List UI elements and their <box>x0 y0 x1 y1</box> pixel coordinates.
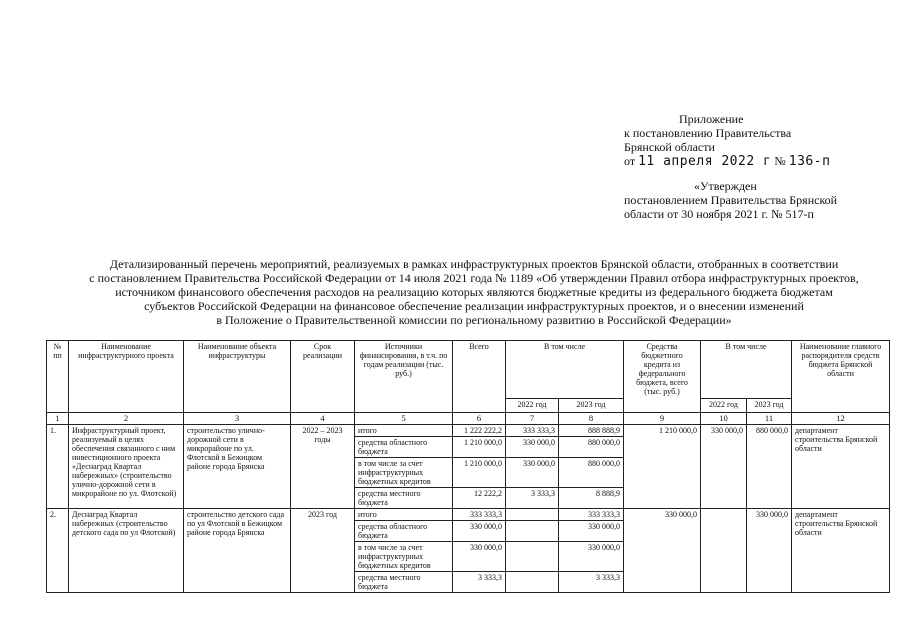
index-cell: 7 <box>506 413 559 425</box>
header-incl2: В том числе <box>701 341 792 399</box>
row-project: Инфраструктурный проект, реализуемый в целях обеспечения связанного с ним инвестиционного проекта «Деснаград Квартал набережных» (строительство улично-дорожной сети в микрорайоне по ул. Флотской) <box>69 425 184 509</box>
row-term: 2022 – 2023 годы <box>291 425 355 509</box>
row-2022 <box>506 572 559 593</box>
table-row <box>47 509 890 521</box>
row-fed-total: 330 000,0 <box>624 509 701 593</box>
approved-line1: «Утвержден <box>694 179 757 193</box>
row-source: средства местного бюджета <box>355 488 453 509</box>
row-2023: 330 000,0 <box>559 542 624 572</box>
appendix-number: 136-п <box>788 154 831 169</box>
row-num: 2. <box>47 509 69 593</box>
row-num: 1. <box>47 425 69 509</box>
row-manager: департамент строительства Брянской области <box>792 425 890 509</box>
row-source: в том числе за счет инфраструктурных бюджетных кредитов <box>355 542 453 572</box>
approved-line2: постановлением Правительства Брянской <box>624 193 838 207</box>
row-2022: 3 333,3 <box>506 488 559 509</box>
row-2023: 888 888,9 <box>559 425 624 437</box>
header-project: Наименование инфраструктурного проекта <box>69 341 184 413</box>
row-fed-2022 <box>701 509 747 593</box>
row-term: 2023 год <box>291 509 355 593</box>
appendix-date-prefix: от <box>624 154 636 168</box>
row-total: 1 210 000,0 <box>453 437 506 458</box>
row-total: 333 333,3 <box>453 509 506 521</box>
header-2023: 2023 год <box>559 399 624 413</box>
row-2023: 3 333,3 <box>559 572 624 593</box>
row-total: 1 222 222,2 <box>453 425 506 437</box>
row-total: 1 210 000,0 <box>453 458 506 488</box>
row-source: средства областного бюджета <box>355 437 453 458</box>
appendix-line1: Приложение <box>679 112 744 126</box>
index-cell: 12 <box>792 413 890 425</box>
header-object: Наименование объекта инфраструктуры <box>184 341 291 413</box>
index-row <box>47 413 890 425</box>
row-manager: департамент строительства Брянской области <box>792 509 890 593</box>
index-cell: 5 <box>355 413 453 425</box>
appendix-line3: Брянской области <box>624 140 715 154</box>
row-source: средства местного бюджета <box>355 572 453 593</box>
title-line4: субъектов Российской Федерации на финансовое обеспечение реализации инфраструктурных проектов, и о внесении изменений <box>144 299 804 313</box>
title-line2: с постановлением Правительства Российской Федерации от 14 июля 2021 года № 1189 «Об утверждении Правил отбора инфраструктурных проектов, <box>89 271 859 285</box>
header-2023b: 2023 год <box>747 399 792 413</box>
appendix-date: 11 апреля 2022 г <box>638 154 772 169</box>
index-cell: 1 <box>47 413 69 425</box>
row-2023: 333 333,3 <box>559 509 624 521</box>
row-source: в том числе за счет инфраструктурных бюджетных кредитов <box>355 458 453 488</box>
row-object: строительство улично-дорожной сети в микрорайоне по ул. Флотской в Бежицком районе города Брянска <box>184 425 291 509</box>
row-fed-total: 1 210 000,0 <box>624 425 701 509</box>
row-2023: 8 888,9 <box>559 488 624 509</box>
row-2023: 880 000,0 <box>559 437 624 458</box>
row-2022: 330 000,0 <box>506 458 559 488</box>
row-2022 <box>506 542 559 572</box>
title-line1: Детализированный перечень мероприятий, реализуемых в рамках инфраструктурных проектов Брянской области, отобранных в соответствии <box>109 257 839 271</box>
row-source: средства областного бюджета <box>355 521 453 542</box>
header-term: Срок реализации <box>291 341 355 413</box>
row-2022 <box>506 509 559 521</box>
header-num: № пп <box>47 341 69 413</box>
index-cell: 3 <box>184 413 291 425</box>
row-source: итого <box>355 425 453 437</box>
index-cell: 6 <box>453 413 506 425</box>
appendix-number-sign: № <box>774 154 786 168</box>
approved-line3: области от 30 ноября 2021 г. № 517-п <box>624 207 814 221</box>
row-2022: 333 333,3 <box>506 425 559 437</box>
table-row <box>47 425 890 437</box>
projects-table <box>46 340 890 593</box>
row-total: 330 000,0 <box>453 542 506 572</box>
index-cell: 8 <box>559 413 624 425</box>
row-fed-2022: 330 000,0 <box>701 425 747 509</box>
row-2022 <box>506 521 559 542</box>
index-cell: 9 <box>624 413 701 425</box>
row-fed-2023: 330 000,0 <box>747 509 792 593</box>
appendix-line4 <box>624 154 830 169</box>
index-cell: 10 <box>701 413 747 425</box>
header-fed: Средства бюджетного кредита из федерального бюджета, всего (тыс. руб.) <box>624 341 701 413</box>
row-fed-2023: 880 000,0 <box>747 425 792 509</box>
header-2022: 2022 год <box>506 399 559 413</box>
row-total: 330 000,0 <box>453 521 506 542</box>
row-total: 12 222,2 <box>453 488 506 509</box>
row-2023: 330 000,0 <box>559 521 624 542</box>
header-manager: Наименование главного распорядителя средств бюджета Брянской области <box>792 341 890 413</box>
row-2022: 330 000,0 <box>506 437 559 458</box>
row-2023: 880 000,0 <box>559 458 624 488</box>
header-2022b: 2022 год <box>701 399 747 413</box>
row-project: Деснаград Квартал набережных (строительство детского сада по ул Флотской) <box>69 509 184 593</box>
header-total: Всего <box>453 341 506 413</box>
approved-block <box>624 179 837 221</box>
appendix-block <box>624 112 830 169</box>
appendix-line2: к постановлению Правительства <box>624 126 792 140</box>
row-source: итого <box>355 509 453 521</box>
row-total: 3 333,3 <box>453 572 506 593</box>
title-line3: источником финансового обеспечения расходов на реализацию которых являются бюджетные кредиты из федерального бюджета бюджетам <box>115 285 833 299</box>
document-title <box>60 257 888 327</box>
header-incl: В том числе <box>506 341 624 399</box>
index-cell: 11 <box>747 413 792 425</box>
header-sources: Источники финансирования, в т.ч. по годам реализации (тыс. руб.) <box>355 341 453 413</box>
index-cell: 2 <box>69 413 184 425</box>
title-line5: в Положение о Правительственной комиссии по региональному развитию в Российской Федерации» <box>216 313 732 327</box>
row-object: строительство детского сада по ул Флотской в Бежицком районе города Брянска <box>184 509 291 593</box>
index-cell: 4 <box>291 413 355 425</box>
